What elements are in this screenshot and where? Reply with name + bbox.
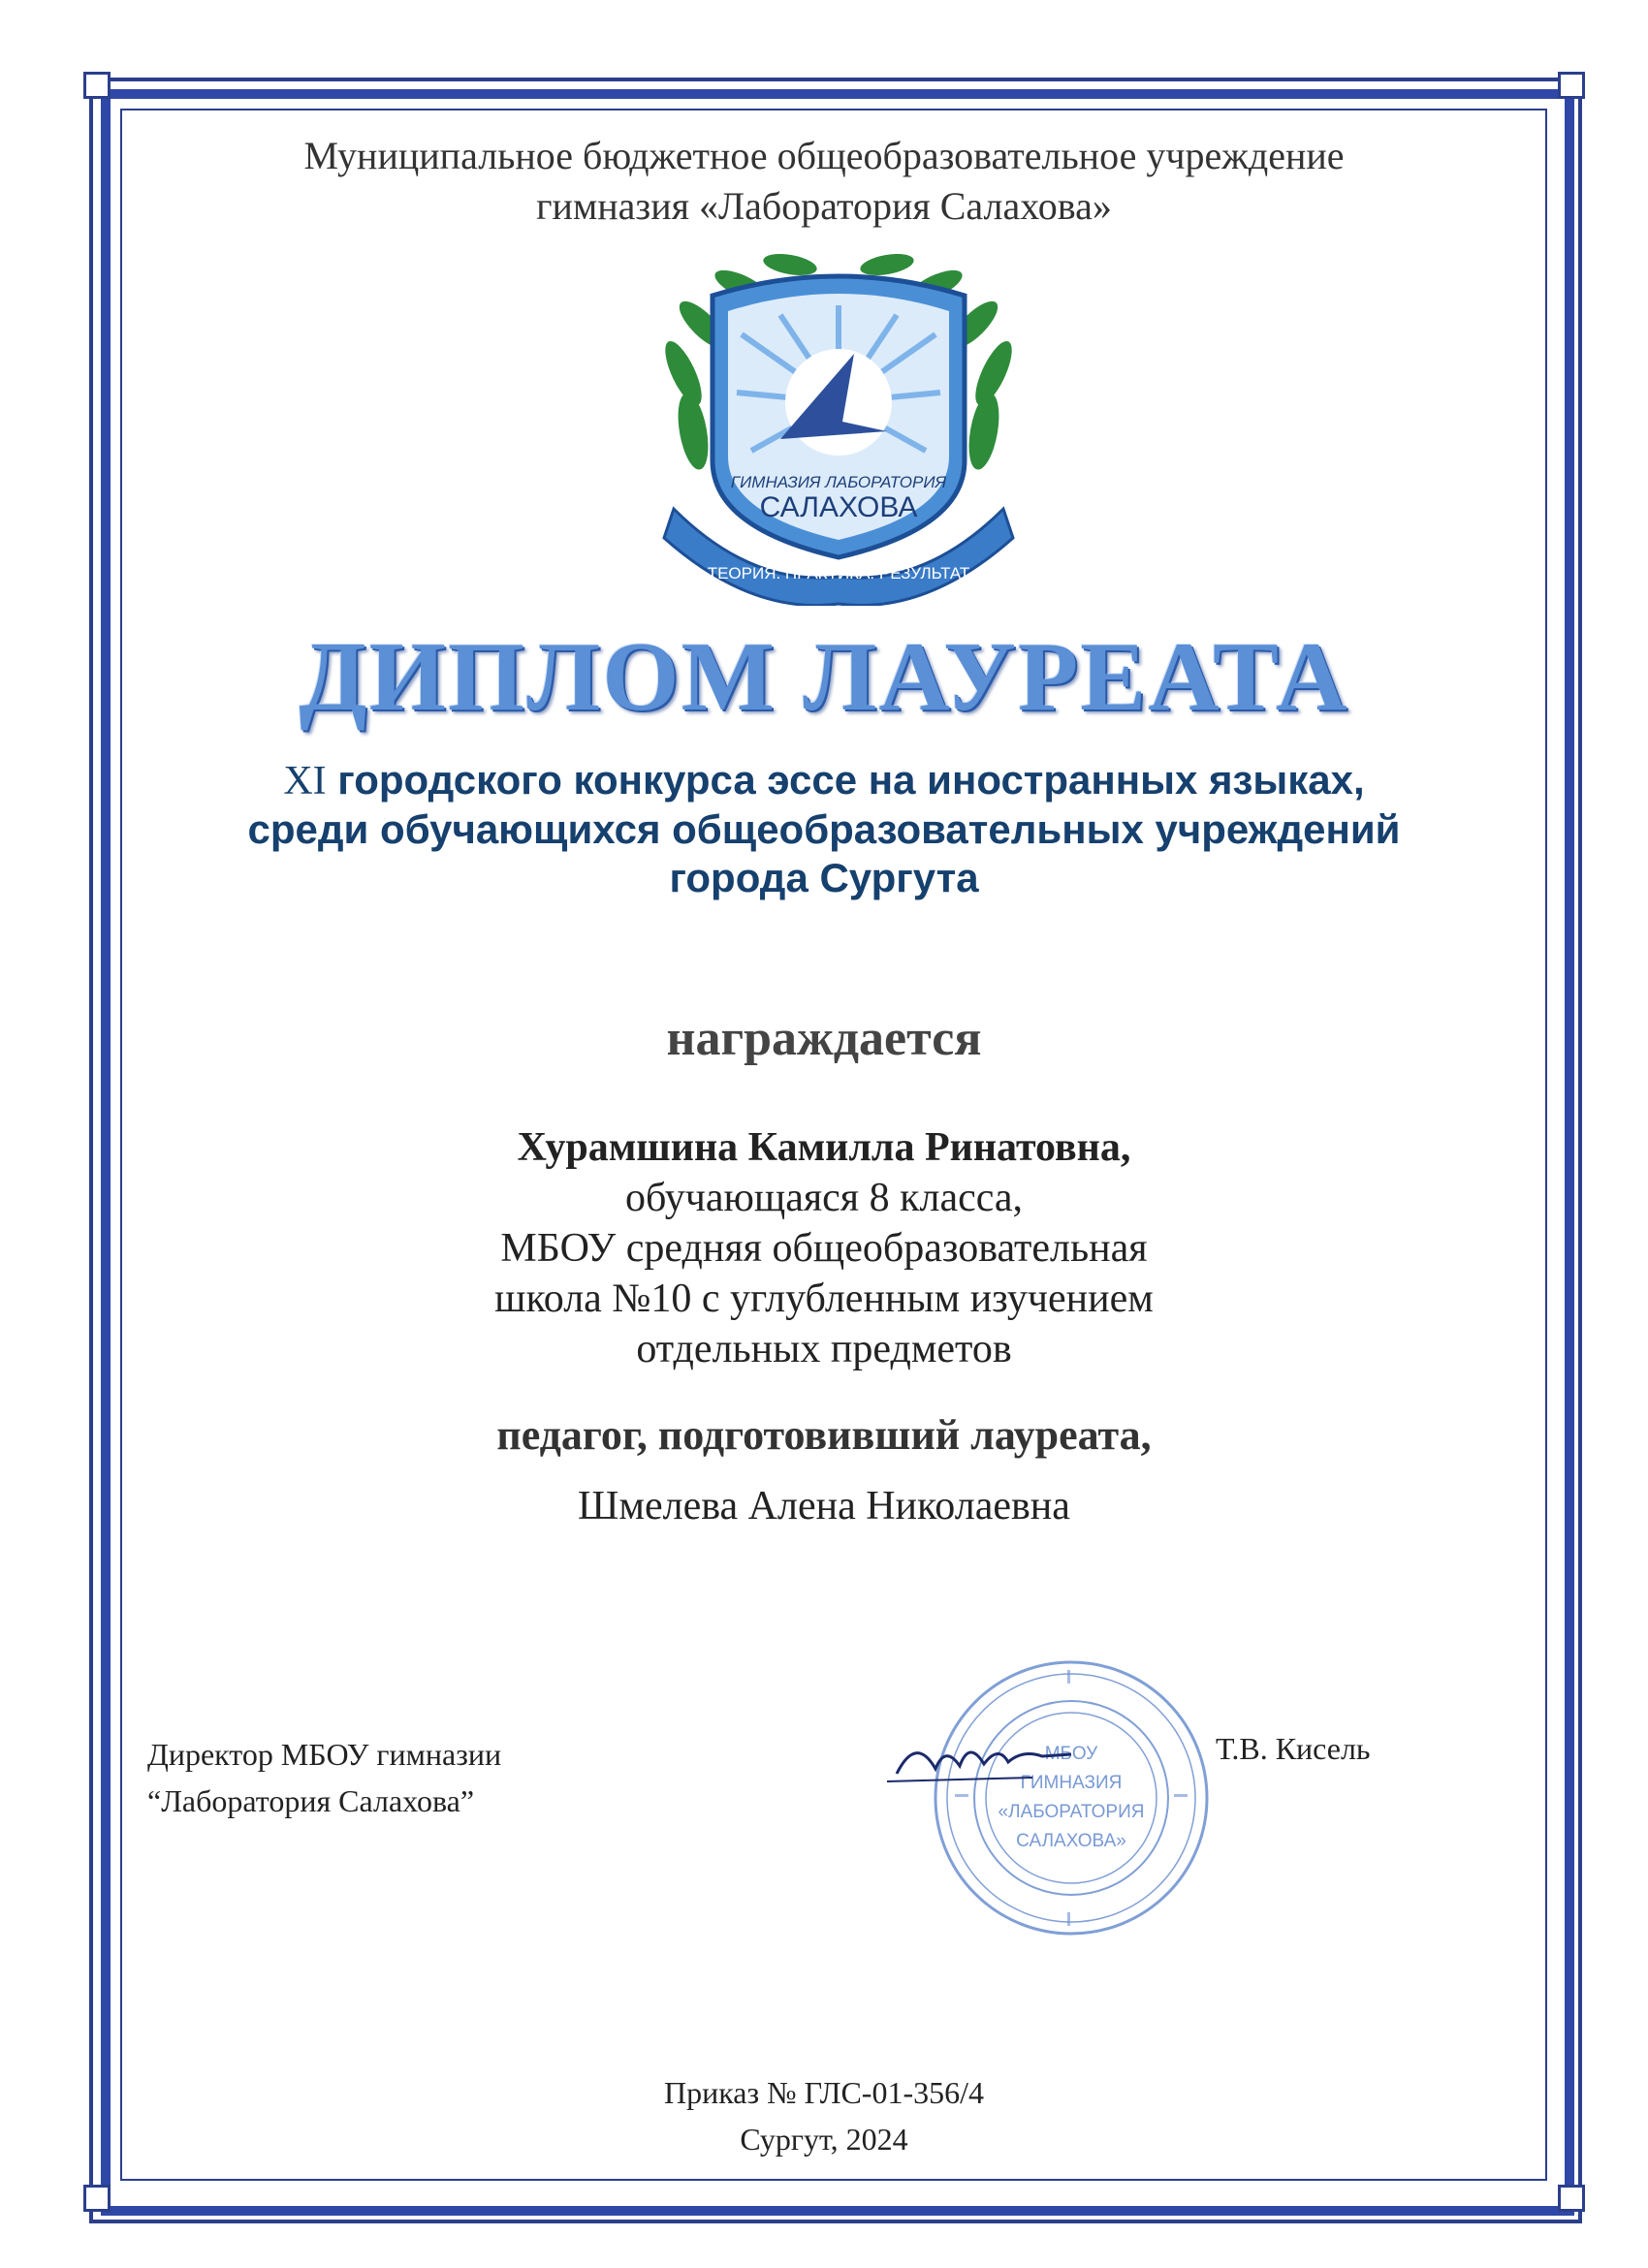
- stamp-line-2: ГИМНАЗИЯ: [1020, 1773, 1123, 1793]
- contest-line-1-text: городского конкурса эссе на иностранных языках,: [326, 757, 1365, 803]
- contest-line-3: города Сургута: [669, 855, 979, 900]
- order-block: [0, 2069, 1648, 2162]
- student-line-1: обучающаяся 8 класса,: [624, 1176, 1024, 1220]
- diploma-title: ДИПЛОМ ЛАУРЕАТА: [299, 622, 1349, 732]
- frame-corner: [1558, 72, 1585, 99]
- official-stamp: [926, 1653, 1217, 1943]
- order-place-year: Сургут, 2024: [740, 2122, 908, 2157]
- frame-corner: [83, 2185, 111, 2212]
- director-line-1: Директор МБОУ гимназии: [147, 1737, 502, 1772]
- institution-name: [0, 131, 1648, 232]
- contest-description: [0, 756, 1648, 902]
- teacher-name: Шмелева Алена Николаевна: [578, 1484, 1070, 1528]
- contest-roman-numeral: XI: [283, 759, 327, 803]
- stamp-line-4: САЛАХОВА»: [1016, 1831, 1126, 1851]
- director-line-2: “Лаборатория Салахова”: [147, 1783, 475, 1818]
- contest-line-1: [0, 756, 1648, 805]
- gymnasium-logo: [635, 237, 1042, 606]
- stamp-line-3: «ЛАБОРАТОРИЯ: [998, 1802, 1145, 1822]
- director-signature: [887, 1716, 1081, 1793]
- institution-line-1: Муниципальное бюджетное общеобразовательное учреждение: [303, 134, 1345, 177]
- frame-corner: [83, 72, 111, 99]
- director-name: Т.В. Кисель: [1216, 1731, 1371, 1766]
- student-block: [0, 1122, 1648, 1374]
- stamp-line-1: МБОУ: [1044, 1744, 1098, 1764]
- order-number: Приказ № ГЛС-01-356/4: [663, 2075, 984, 2110]
- teacher-title: педагог, подготовивший лауреата,: [496, 1411, 1152, 1459]
- director-title: [147, 1731, 501, 1824]
- student-line-4: отдельных предметов: [636, 1327, 1012, 1371]
- stamp-ring-text-icon: [955, 1670, 1188, 1926]
- frame-corner: [1558, 2185, 1585, 2212]
- student-line-2: МБОУ средняя общеобразовательная: [500, 1226, 1148, 1271]
- student-line-3: школа №10 с углубленным изучением: [494, 1276, 1154, 1321]
- logo-top-text: ГИМНАЗИЯ ЛАБОРАТОРИЯ: [730, 473, 947, 491]
- contest-line-2: среди обучающихся общеобразовательных учреждений: [247, 806, 1401, 852]
- student-name: Хурамшина Камилла Ринатовна,: [517, 1125, 1131, 1170]
- institution-line-2: гимназия «Лаборатория Салахова»: [536, 184, 1112, 228]
- awarded-word: награждается: [666, 1011, 982, 1066]
- logo-ribbon-text: ТЕОРИЯ. ПРАКТИКА. РЕЗУЛЬТАТ: [707, 564, 970, 583]
- logo-name: САЛАХОВА: [759, 491, 918, 523]
